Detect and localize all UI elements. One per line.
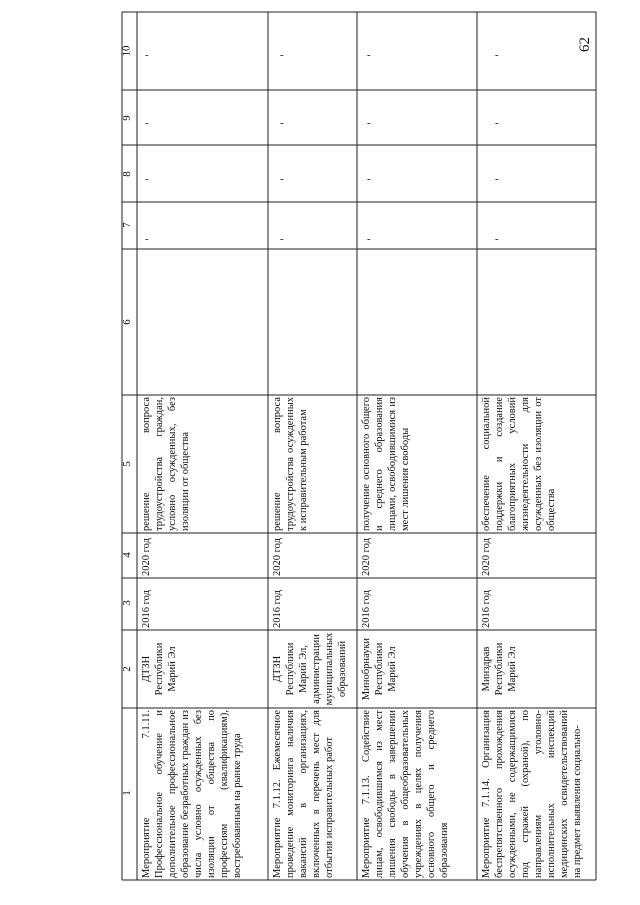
row4-end: 2020 год xyxy=(481,538,492,576)
row3-c9: - xyxy=(367,117,371,129)
row2-activity: Мероприятие 7.1.12. Ежемесячное проведение мониторинга наличия вакансий в организациях, включенных в перечень мест для отбытия исправительных работ xyxy=(272,710,335,878)
row1-result: решение вопроса трудоустройства граждан, условно осужденных, без изоляции от общества xyxy=(141,397,191,531)
page-number: 62 xyxy=(577,37,593,52)
row2-start: 2016 год xyxy=(272,590,283,628)
row3-activity: Мероприятие 7.1.13. Содействие лицам, освободившимся из мест лишения свободы в завершении обучения в общеобразовательных учреждениях в целях получения основного общего и среднего образования xyxy=(361,710,450,878)
col-header-7: 7 xyxy=(120,222,133,228)
col-header-4: 4 xyxy=(120,552,133,558)
row3-c10: - xyxy=(367,49,371,61)
row3-end: 2020 год xyxy=(361,538,372,576)
col-header-5: 5 xyxy=(120,461,133,467)
row2-result: решение вопроса трудоустройства осужденных к исправительным работам xyxy=(272,397,309,531)
row2-c9: - xyxy=(280,117,284,129)
row4-c7: - xyxy=(495,233,499,245)
row1-c9: - xyxy=(145,117,149,129)
row1-c8: - xyxy=(145,173,149,185)
col-header-8: 8 xyxy=(120,171,133,177)
col-header-10: 10 xyxy=(120,45,133,57)
row2-c10: - xyxy=(280,49,284,61)
row2-end: 2020 год xyxy=(272,538,283,576)
col-header-9: 9 xyxy=(120,115,133,121)
row1-c7: - xyxy=(145,233,149,245)
col-header-6: 6 xyxy=(120,319,133,325)
row4-c10: - xyxy=(495,49,499,61)
row3-c8: - xyxy=(367,173,371,185)
row4-c9: - xyxy=(495,117,499,129)
col-header-2: 2 xyxy=(120,666,133,672)
row2-c7: - xyxy=(280,233,284,245)
row3-c7: - xyxy=(367,233,371,245)
row4-c8: - xyxy=(495,173,499,185)
row3-start: 2016 год xyxy=(361,590,372,628)
col-header-1: 1 xyxy=(120,790,133,796)
row2-c8: - xyxy=(280,173,284,185)
row3-executor: Минобрнауки Республики Марий Эл xyxy=(361,637,398,701)
row2-executor: ДТЗН Республики Марий Эл, администрации муниципальных образований xyxy=(272,632,348,706)
row1-c10: - xyxy=(145,49,149,61)
col-header-3: 3 xyxy=(120,600,133,606)
row1-start: 2016 год xyxy=(141,590,152,628)
row1-executor: ДТЗН Республики Марий Эл xyxy=(141,642,178,696)
row4-result: обеспечение социальной поддержки и создание благоприятных условий жизнедеятельности для осужденных без изоляции от общества xyxy=(481,397,557,531)
row4-executor: Минздрав Республики Марий Эл xyxy=(481,642,518,696)
row4-start: 2016 год xyxy=(481,590,492,628)
row4-activity: Мероприятие 7.1.14. Организация беспрепятственного прохождения осужденными, не содержащимися под стражей (охраной), по направлениям уголовно-исполнительных инспекций медицинских освидетельствований на предмет выявления социально- xyxy=(481,710,583,878)
row3-result: получение основного общего и среднего образования лицами, освободившимися из мест лишения свободы xyxy=(361,397,411,531)
row1-activity: Мероприятие 7.1.11. Профессиональное обучение и дополнительное профессиональное образование безработных граждан из числа условно осужденных без изоляции от общества по профессиям (квалификациям), востребованным на рынке труда xyxy=(141,710,243,878)
row1-end: 2020 год xyxy=(141,538,152,576)
